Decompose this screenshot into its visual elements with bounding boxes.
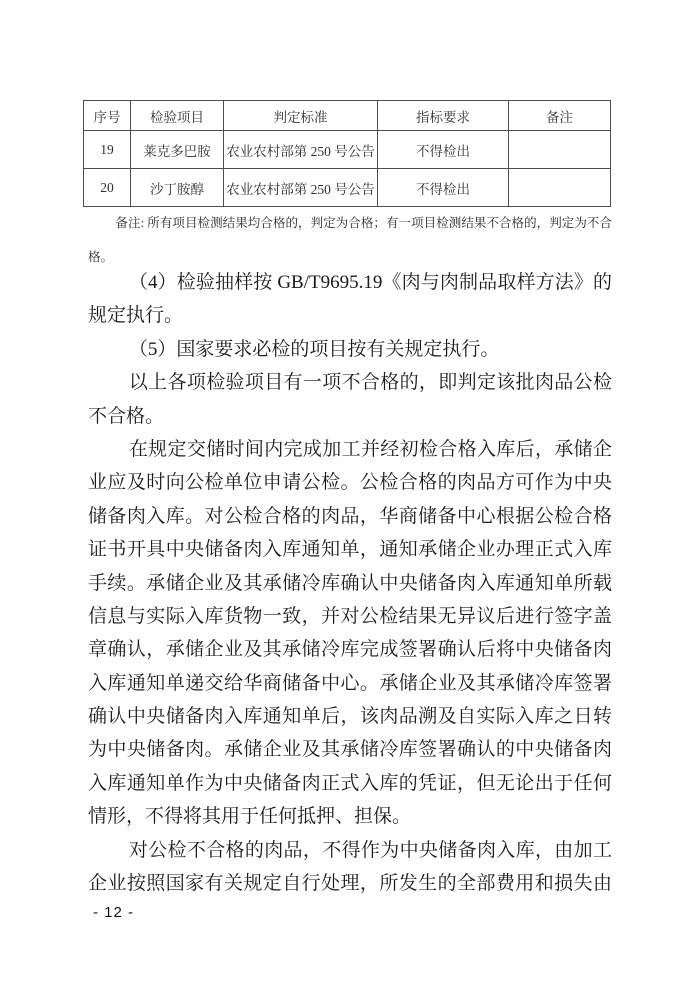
inspection-items-table: [83, 100, 611, 207]
cell-standard: 农业农村部第 250 号公告: [224, 131, 378, 169]
cell-requirement: 不得检出: [378, 131, 509, 169]
body-line: 业应及时向公检单位申请公检。公检合格的肉品方可作为中央: [88, 472, 612, 494]
body-line: 为中央储备肉。承储企业及其承储冷库签署确认的中央储备肉: [88, 739, 612, 761]
cell-seq: 20: [84, 169, 131, 207]
body-line: （5）国家要求必检的项目按有关规定执行。: [128, 338, 500, 360]
body-line: 入库通知单作为中央储备肉正式入库的凭证，但无论出于任何: [88, 772, 612, 794]
body-line: 手续。承储企业及其承储冷库确认中央储备肉入库通知单所载: [88, 572, 612, 594]
body-line: 储备肉入库。对公检合格的肉品，华商储备中心根据公检合格: [88, 505, 612, 527]
page-number: - 12 -: [93, 904, 135, 921]
body-line: 不合格。: [88, 405, 165, 427]
cell-seq: 19: [84, 131, 131, 169]
body-line: 章确认，承储企业及其承储冷库完成签署确认后将中央储备肉: [88, 639, 612, 661]
cell-item: 莱克多巴胺: [131, 131, 224, 169]
footnote-line: 格。: [88, 250, 114, 264]
body-line: 对公检不合格的肉品，不得作为中央储备肉入库，由加工: [128, 839, 612, 861]
body-line: 在规定交储时间内完成加工并经初检合格入库后，承储企: [128, 438, 612, 460]
body-line: 信息与实际入库货物一致，并对公检结果无异议后进行签字盖: [88, 605, 612, 627]
table-row: [84, 131, 611, 169]
col-header-remark: 备注: [509, 101, 611, 131]
body-line: 证书开具中央储备肉入库通知单，通知承储企业办理正式入库: [88, 539, 612, 561]
table-header-row: [84, 101, 611, 131]
cell-remark: [509, 131, 611, 169]
col-header-requirement: 指标要求: [378, 101, 509, 131]
table-footnote: [88, 206, 612, 274]
body-line: 确认中央储备肉入库通知单后，该肉品溯及自实际入库之日转: [88, 706, 612, 728]
cell-item: 沙丁胺醇: [131, 169, 224, 207]
body-line: 企业按照国家有关规定自行处理，所发生的全部费用和损失由: [88, 873, 612, 895]
table-row: [84, 169, 611, 207]
cell-requirement: 不得检出: [378, 169, 509, 207]
col-header-standard: 判定标准: [224, 101, 378, 131]
cell-remark: [509, 169, 611, 207]
body-line: 情形，不得将其用于任何抵押、担保。: [88, 806, 412, 828]
footnote-line: 备注: 所有项目检测结果均合格的，判定为合格；有一项目检测结果不合格的，判定为不合: [115, 216, 612, 230]
cell-standard: 农业农村部第 250 号公告: [224, 169, 378, 207]
body-line: 以上各项检验项目有一项不合格的，即判定该批肉品公检: [128, 372, 612, 394]
body-text-block: [88, 266, 612, 900]
col-header-seq: 序号: [84, 101, 131, 131]
body-line: （4）检验抽样按 GB/T9695.19《肉与肉制品取样方法》的: [128, 272, 612, 293]
body-line: 入库通知单递交给华商储备中心。承储企业及其承储冷库签署: [88, 672, 612, 694]
body-line: 规定执行。: [88, 305, 184, 327]
col-header-item: 检验项目: [131, 101, 224, 131]
